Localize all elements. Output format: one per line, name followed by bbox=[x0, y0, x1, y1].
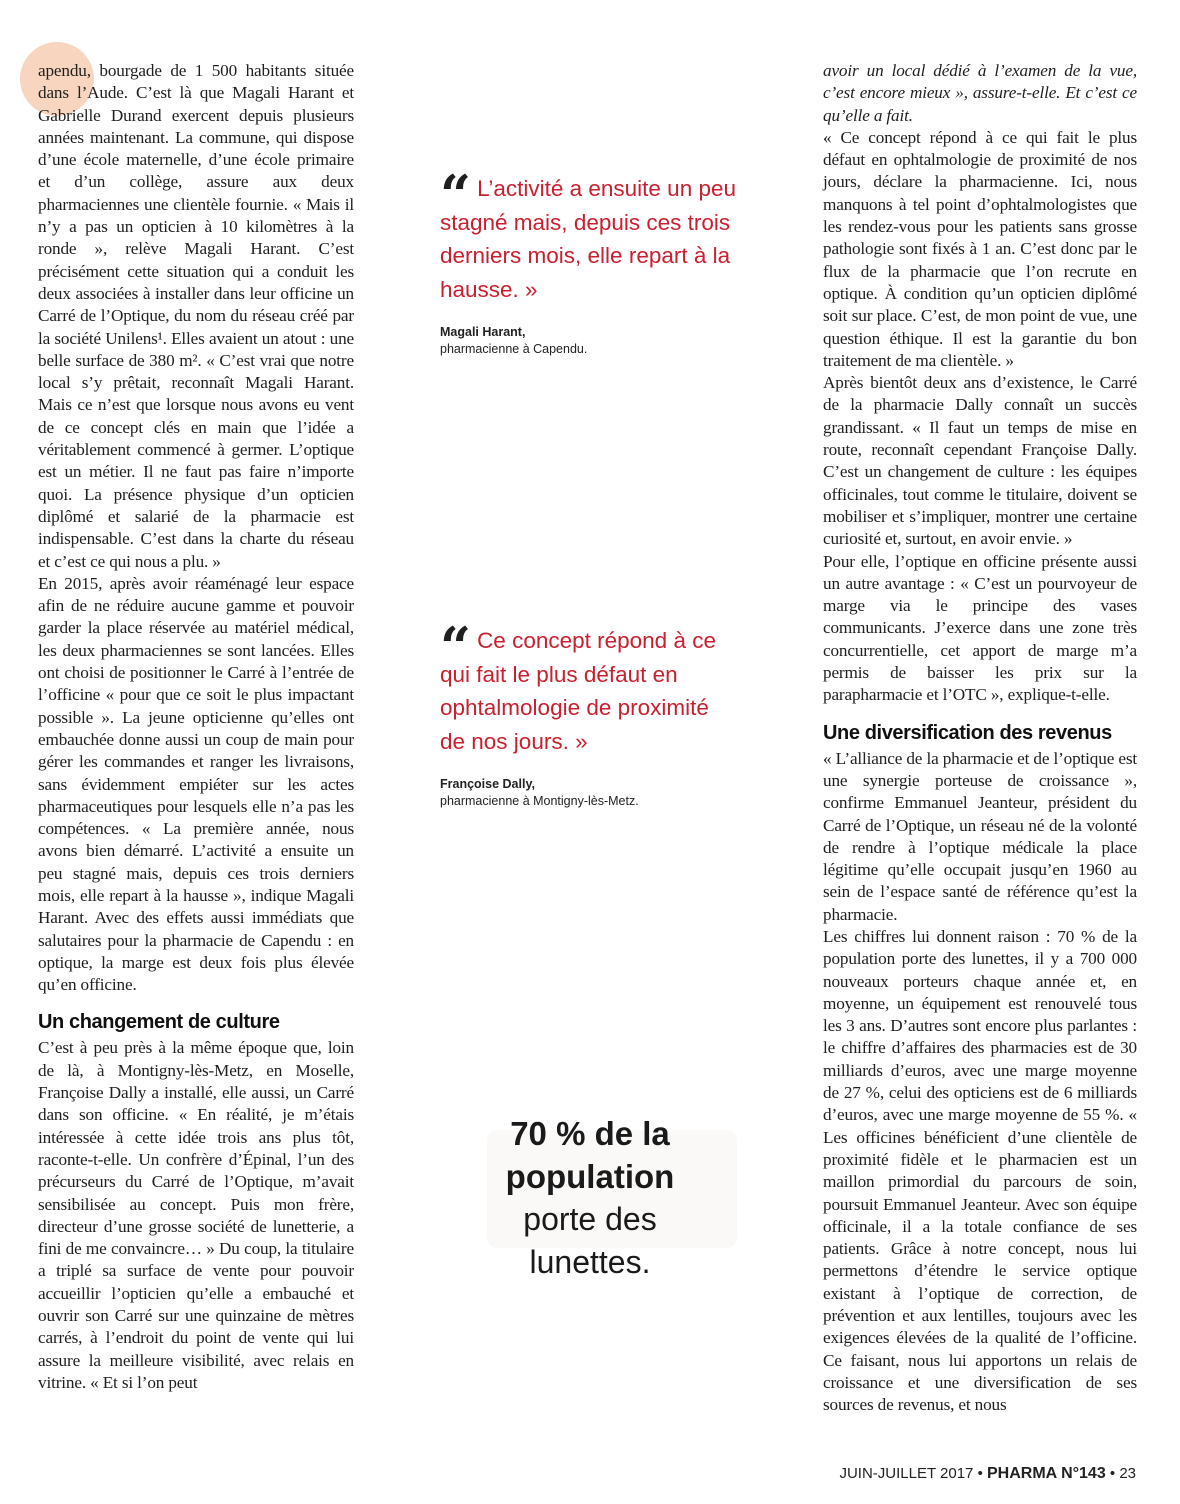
quote-text: Ce concept répond à ce qui fait le plus défaut en ophtalmologie de proximité de nos jours. » bbox=[440, 628, 716, 754]
paragraph: Pour elle, l’optique en officine présente aussi un autre avantage : « C’est un pourvoyeur de marge via le principe des vases communicants. J’exerce dans une zone très concurrentielle, cet apport de marge m’a permis de baisser les prix sur la parapharmacie et l’OTC », explique-t-elle. bbox=[823, 551, 1137, 705]
paragraph: En 2015, après avoir réaménagé leur espace afin de ne réduire aucune gamme et pouvoir garder la place réservée au matériel médical, les deux pharmaciennes se sont lancées. Elles ont choisi de positionner le Carré à l’entrée de l’officine « pour que ce soit le plus impactant possible ». La jeune opticienne qu’elles ont embauchée donne aussi un coup de main pour gérer les commandes et ranger les livraisons, sans évidemment empiéter sur les actes pharmaceutiques pour lesquels elle n’a pas les compétences. « La première année, nous avons bien démarré. L’activité a ensuite un peu stagné mais, depuis ces trois derniers mois, elle repart à la hausse », indique Magali Harant. Avec des effets aussi immédiats que salutaires pour la pharmacie de Capendu : en optique, la marge est deux fois plus élevée qu’en officine. bbox=[38, 573, 354, 995]
paragraph: Les chiffres lui donnent raison : 70 % de la population porte des lunettes, il y a 700 000 nouveaux porteurs chaque année et, en moyenne, un équipement est renouvelé tous les 3 ans. D’autres sont encore plus parlantes : le chiffre d’affaires des pharmacies est de 30 milliards d’euros, avec une marge moyenne de 27 %, celui des opticiens est de 6 milliards d’euros, avec une marge moyenne de 55 %. « Les officines bénéficient d’une clientèle de proximité fidèle et le pharmacien est un maillon primordial du parcours de soin, poursuit Emmanuel Jeanteur. Avec son équipe officinale, il a la totale confiance de ses patients. Grâce à notre concept, nous lui permettons d’étendre le service optique existant à l’optique de correction, de prévention et aux lentilles, toujours avec les exigences élevées de la qualité de l’officine. Ce faisant, nous lui apportons un relais de croissance et une diversification de ses sources de revenus, et nous bbox=[823, 926, 1137, 1415]
quote-mark-icon: “ bbox=[440, 615, 472, 679]
quote-author: Magali Harant, bbox=[440, 325, 526, 339]
quote-mark-icon: “ bbox=[440, 163, 472, 227]
issue-date: JUIN-JUILLET 2017 bbox=[839, 1465, 974, 1482]
quote-text: L’activité a ensuite un peu stagné mais, depuis ces trois derniers mois, elle repart à la hausse. » bbox=[440, 176, 736, 302]
paragraph: apendu, bourgade de 1 500 habitants située dans l’Aude. C’est là que Magali Harant et Gabrielle Durand exercent depuis plusieurs années maintenant. La commune, qui dispose d’une école maternelle, d’une école primaire et d’un collège, assure aux deux pharmaciennes une clientèle fournie. « Mais il n’y a pas un opticien à 10 kilomètres à la ronde », relève Magali Harant. C’est précisément cette situation qui a conduit les deux associées à installer dans leur officine un Carré de l’Optique, du nom du réseau créé par la société Unilens¹. Elles avaient un atout : une belle surface de 380 m². « C’est vrai que notre local s’y prêtait, reconnaît Magali Harant. Mais ce n’est que lorsque nous avons eu vent de ce concept clés en main que l’idée a véritablement commencé à germer. L’optique est un métier. Il ne faut pas faire n’importe quoi. La présence physique d’un opticien diplômé et salarié de la pharmacie est indispensable. C’est dans la charte du réseau et c’est ce qui nous a plu. » bbox=[38, 61, 354, 571]
paragraph: avoir un local dédié à l’examen de la vue, c’est encore mieux », assure-t-elle. Et c’est ce qu’elle a fait. bbox=[823, 61, 1137, 125]
paragraph: « Ce concept répond à ce qui fait le plus défaut en ophtalmologie de proximité de nos jours, déclare la pharmacienne. Ici, nous manquons à tel point d’ophtalmologistes que les rendez-vous pour les patients sans grosse pathologie sont fixés à 1 an. C’est donc par le flux de la pharmacie que l’on recrute en optique. À condition qu’un opticien diplômé soit sur place. C’est, de mon point de vue, une question éthique. Il est la garantie du bon traitement de ma clientèle. » bbox=[823, 127, 1137, 370]
quote-author-role: pharmacienne à Montigny-lès-Metz. bbox=[440, 794, 639, 808]
separator: • bbox=[1105, 1465, 1120, 1482]
right-column bbox=[823, 60, 1137, 1417]
section-heading: Un changement de culture bbox=[38, 1011, 280, 1034]
issue-number: PHARMA N°143 bbox=[987, 1465, 1106, 1482]
page-number: 23 bbox=[1119, 1465, 1136, 1482]
stat-callout bbox=[440, 1112, 740, 1284]
paragraph: C’est à peu près à la même époque que, loin de là, à Montigny-lès-Metz, en Moselle, Françoise Dally a installé, elle aussi, un Carré dans son officine. « En réalité, je m’étais intéressée à cette idée trois ans plus tôt, raconte-t-elle. Un confrère d’Épinal, l’un des précurseurs du Carré de l’Optique, m’avait sensibilisée au concept. Puis mon frère, directeur d’une grosse société de lunetterie, a fini de me convaincre… » Du coup, la titulaire a triplé sa surface de vente pour pouvoir accueillir l’opticien qu’elle a embauché et ouvrir son Carré sur une quinzaine de mètres carrés, à l’endroit du point de vente qui lui assure la meilleure visibilité, avec relais en vitrine. « Et si l’on peut bbox=[38, 1038, 354, 1392]
stat-text: porte des bbox=[523, 1201, 657, 1237]
quote-author: Françoise Dally, bbox=[440, 777, 535, 791]
section-heading: Une diversification des revenus bbox=[823, 721, 1112, 744]
quote-author-role: pharmacienne à Capendu. bbox=[440, 342, 588, 356]
stat-subject: population bbox=[505, 1158, 675, 1195]
page-footer bbox=[839, 1465, 1136, 1483]
paragraph: Après bientôt deux ans d’existence, le Carré de la pharmacie Dally connaît un succès grandissant. « Il faut un temps de mise en route, reconnaît cependant Françoise Dally. C’est un changement de culture : les équipes officinales, tout comme le titulaire, doivent se mobiliser et s’impliquer, montrer une certaine curiosité et, surtout, en avoir envie. » bbox=[823, 373, 1137, 549]
paragraph: « L’alliance de la pharmacie et de l’optique est une synergie porteuse de croissance », confirme Emmanuel Jeanteur, président du Carré de l’Optique, un réseau né de la volonté de rendre à l’optique médicale la place légitime qu’elle occupait jusqu’en 1960 au sein de l’espace santé de référence qu’est la pharmacie. bbox=[823, 748, 1137, 924]
left-column bbox=[38, 60, 354, 1394]
stat-text: lunettes. bbox=[529, 1244, 651, 1280]
pull-quote-dally bbox=[440, 615, 740, 810]
separator: • bbox=[973, 1465, 987, 1482]
pull-quote-harant bbox=[440, 163, 740, 358]
stat-figure: 70 % de la bbox=[510, 1115, 670, 1152]
